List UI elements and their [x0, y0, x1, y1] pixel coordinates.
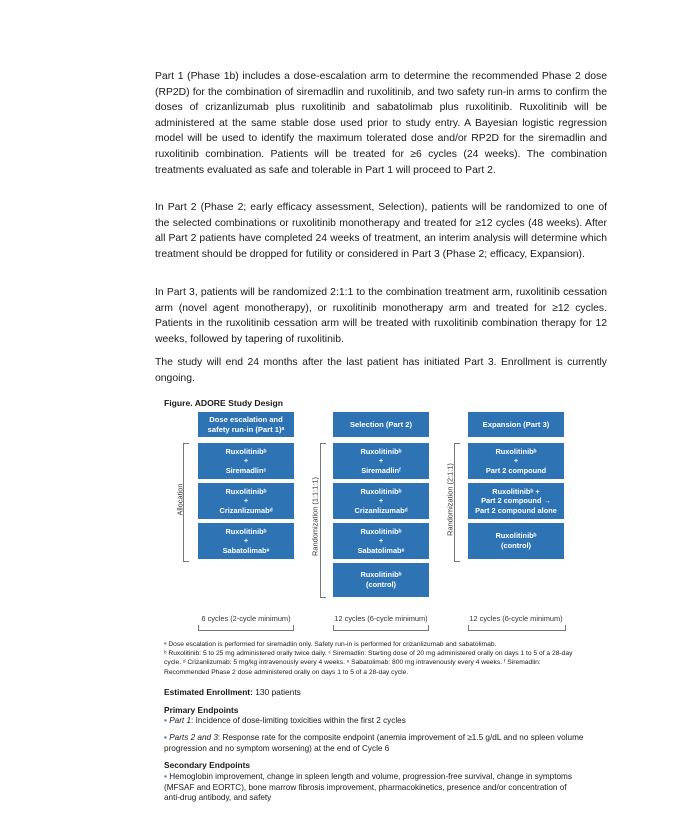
paragraph-part2 — [155, 200, 607, 262]
box-line: Ruxolitinibᵇ — [360, 486, 402, 496]
figure-title: Figure. ADORE Study Design — [164, 398, 284, 408]
box-line: Ruxolitinibᵇ — [360, 446, 402, 456]
footnote-b: ᵇ Ruxolitinib: 5 to 25 mg administered orally twice daily. ᶜ Siremadlin: Starting dose of 20 mg administered orally on days 1 to 5 of a 28-day cycle. ᵈ Crizanlizumab: 5 mg/kg intravenously every 4 weeks. ᵉ Sabatolimab: 800 mg intravenously every 4 weeks. ᶠ Siremadlin: Recommended Phase 2 dose administered orally on days 1 to 5 of a 28-day cycle. — [164, 650, 573, 676]
footnote-a: ᵃ Dose escalation is performed for siremadlin only. Safety run-in is performed for crizanlizumab and sabatolimab. — [164, 641, 497, 648]
box-line: Part 2 compound → — [481, 496, 551, 506]
enrollment-label: Estimated Enrollment: — [164, 687, 253, 697]
col2-box-sabatolimab — [333, 523, 429, 559]
primary-item-2 — [164, 733, 584, 754]
col2-side-label: Randomization (1:1:1:1) — [310, 477, 320, 556]
primary-item-1-lead: Part 1 — [169, 716, 192, 725]
box-line: + — [243, 536, 249, 546]
box-line: Ruxolitinibᵇ — [225, 486, 267, 496]
bullet-icon: ▪ — [164, 716, 170, 725]
col1-header-line2: safety run-in (Part 1)ᵃ — [207, 424, 285, 434]
box-line: Ruxolitinibᵇ — [495, 531, 537, 541]
col1-box-crizanlizumab — [198, 483, 294, 519]
secondary-heading: Secondary Endpoints — [164, 760, 251, 770]
col2-timeline — [333, 625, 429, 631]
col3-header: Expansion (Part 3) — [468, 412, 564, 437]
box-line: Siremadlinᶜ — [225, 465, 267, 475]
box-line: Siremadlinᶠ — [361, 465, 401, 475]
col1-box-sabatolimab — [198, 523, 294, 559]
box-line: Part 2 compound — [485, 465, 547, 475]
col3-box-cessation — [468, 483, 564, 519]
enrollment — [164, 687, 301, 697]
paragraph-part3: In Part 3, patients will be randomized 2:1:1 to the combination treatment arm, ruxolitinib cessation arm (novel agent monotherapy), or ruxolitinib monotherapy arm and treated for ≥12 cycles. Patients in the ruxolitinib cessation arm will be treated with ruxolitinib combination therapy for 12 weeks, followed by tapering of ruxolitinib. — [155, 287, 607, 345]
box-line: + — [378, 496, 384, 506]
col3-box-control — [468, 523, 564, 559]
box-line: Crizanlizumabᵈ — [354, 505, 408, 515]
col3-cycles: 12 cycles (6-cycle minimum) — [469, 614, 563, 623]
col1-timeline — [198, 625, 294, 631]
primary-heading: Primary Endpoints — [164, 705, 239, 715]
bullet-icon: ▪ — [164, 772, 170, 781]
col1-header-line1: Dose escalation and — [209, 414, 283, 424]
primary-item-1-text: : Incidence of dose-limiting toxicities within the first 2 cycles — [191, 716, 406, 725]
box-line: + — [243, 496, 249, 506]
col2-bracket — [320, 443, 326, 598]
col2-box-siremadlin — [333, 443, 429, 479]
box-line: (control) — [501, 541, 531, 550]
col2-header: Selection (Part 2) — [333, 412, 429, 437]
box-line: Ruxolitinibᵇ + — [492, 486, 540, 496]
secondary-item-1 — [164, 772, 584, 804]
paragraph-part1: Part 1 (Phase 1b) includes a dose-escalation arm to determine the recommended Phase 2 dose (RP2D) for the combination of siremadlin and ruxolitinib, and two safety run-in arms to confirm the doses of crizanlizumab plus ruxolitinib and sabatolimab plus ruxolitinib. Ruxolitinib will be administered at the same stable dose used prior to study entry. A Bayesian logistic regression model will be used to identify the maximum tolerated dose and/or RP2D for the siremadlin and ruxolitinib combination. Patients will be treated for ≥6 cycles (24 weeks). The combination treatments evaluated as safe and tolerable in Part 1 will proceed to Part 2. — [155, 71, 607, 176]
box-line: Ruxolitinibᵇ — [225, 446, 267, 456]
col3-box-combination — [468, 443, 564, 479]
box-line: Part 2 compound alone — [475, 505, 557, 515]
box-line: Sabatolimabᵉ — [357, 545, 405, 555]
col2-cycles: 12 cycles (6-cycle minimum) — [334, 614, 428, 623]
col3-timeline — [468, 625, 566, 631]
box-line: Ruxolitinibᵇ — [495, 446, 537, 456]
col1-header — [198, 412, 294, 437]
paragraph-study-end: The study will end 24 months after the last patient has initiated Part 3. Enrollment is currently ongoing. — [155, 357, 607, 384]
enrollment-value: 130 patients — [255, 687, 301, 697]
bullet-icon: ▪ — [164, 733, 170, 742]
box-line: + — [378, 456, 384, 466]
primary-item-2-lead: Parts 2 and 3 — [169, 733, 218, 742]
col3-bracket — [454, 443, 460, 562]
box-line: Ruxolitinibᵇ — [360, 570, 402, 580]
box-line: Crizanlizumabᵈ — [219, 505, 273, 515]
col2-box-control — [333, 563, 429, 597]
box-line: + — [243, 456, 249, 466]
primary-item-1 — [164, 716, 584, 727]
col1-side-label: Allocation — [175, 483, 185, 516]
primary-item-2-text: : Response rate for the composite endpoint (anemia improvement of ≥1.5 g/dL and no spleen volume progression and no symptom worsening) at the end of Cycle 6 — [164, 733, 584, 753]
box-line: Ruxolitinibᵇ — [360, 526, 402, 536]
box-line: + — [378, 536, 384, 546]
box-line: + — [513, 456, 519, 466]
col1-cycles: 6 cycles (2-cycle minimum) — [201, 614, 291, 623]
col2-box-crizanlizumab — [333, 483, 429, 519]
secondary-item-1-text: Hemoglobin improvement, change in spleen length and volume, progression-free survival, change in symptoms (MFSAF and EORTC), bone marrow fibrosis improvement, pharmacokinetics, presence and/or concentration of anti-drug antibody, and safety — [164, 772, 572, 803]
col3-side-label: Randomization (2:1:1) — [445, 463, 455, 536]
box-line: Sabatolimabᵉ — [222, 545, 270, 555]
paragraph-part2-text: In Part 2 (Phase 2; early efficacy assessment, Selection), patients will be randomized to one of the selected combinations or ruxolitinib monotherapy and treated for ≥12 cycles (48 weeks). After all Part 2 patients have completed 24 weeks of treatment, an interim analysis will determine which treatment should be dropped for futility or considered in Part 3 (Phase 2; efficacy, Expansion). — [155, 202, 607, 260]
box-line: (control) — [366, 580, 396, 589]
box-line: Ruxolitinibᵇ — [225, 526, 267, 536]
col1-box-siremadlin — [198, 443, 294, 479]
